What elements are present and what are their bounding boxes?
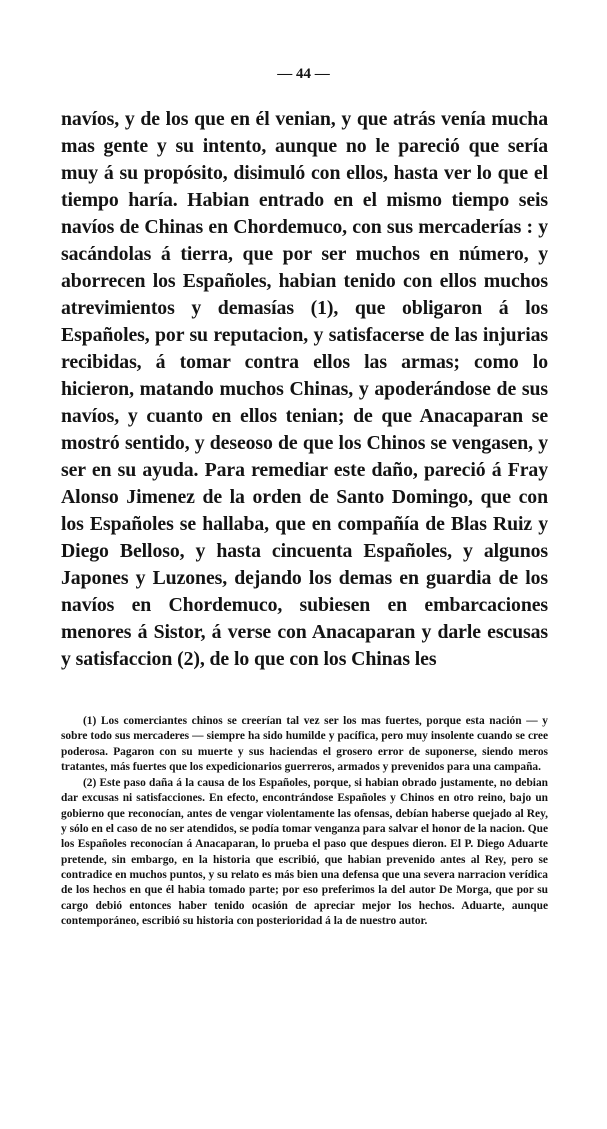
- footnote-1: (1) Los comerciantes chinos se creerían tal vez ser los mas fuertes, porque esta nación — y sobre todo sus mercaderes — siempre ha sido humilde y pacífica, pero muy insolente cuando se cree poderosa. Pagaron con su muerte y sus haciendas el grosero error de suponerse, siendo meros tratantes, más fuertes que los expedicionarios guerreros, armados y prevenidos para una campaña.: [61, 715, 548, 773]
- footnotes: [61, 714, 548, 929]
- footnote-2: (2) Este paso daña á la causa de los Españoles, porque, si habian obrado justamente, no debian dar excusas ni satisfacciones. En efecto, encontrándose Españoles y Chinos en otro reino, bajo un gobierno que reconocían, antes de vengar violentamente las ofensas, debían haberse quejado al Rey, y sólo en el caso de no ser atendidos, se podía tomar venganza para salvar el honor de la nacion. Que los Españoles reconocían á Anacaparan, lo prueba el paso que despues dieron. El P. Diego Aduarte pretende, sin embargo, en la historia que escribió, que habian prevenido antes al Rey, pero se contradice en muchos puntos, y su relato es más bien una defensa que una severa narracion verídica de los hechos en que él habia tomado parte; por eso preferimos la del autor De Morga, que por su cargo debió entonces haber tenido ocasión de apreciar mejor los hechos. Aduarte, aunque contemporáneo, escribió su historia con posterioridad á la de nuestro autor.: [61, 777, 548, 927]
- page-number: — 44 —: [277, 66, 330, 82]
- main-paragraph: navíos, y de los que en él venian, y que atrás venía mucha mas gente y su intento, aunque no le pareció que sería muy á su propósito, disimuló con ellos, hasta ver lo que el tiempo haría. Habian entrado en el mismo tiempo seis navíos de Chinas en Chordemuco, con sus mercaderías : y sacándolas á tierra, que por ser muchos en número, y aborrecen los Españoles, habian tenido con ellos muchos atrevimientos y demasías (1), que obligaron á los Españoles, por su reputacion, y satisfacerse de las injurias recibidas, á tomar contra ellos las armas; como lo hicieron, matando muchos Chinas, y apoderándose de sus navíos, y cuanto en ellos tenian; de que Anacaparan se mostró sentido, y deseoso de que los Chinos se vengasen, y ser en su ayuda. Para remediar este daño, pareció á Fray Alonso Jimenez de la orden de Santo Domingo, que con los Españoles se hallaba, que en compañía de Blas Ruiz y Diego Belloso, y hasta cincuenta Españoles, y algunos Japones y Luzones, dejando los demas en guardia de los navíos en Chordemuco, subiesen en embarcaciones menores á Sistor, á verse con Anacaparan y darle escusas y satisfaccion (2), de lo que con los Chinas les: [61, 108, 548, 670]
- main-text: [61, 106, 548, 673]
